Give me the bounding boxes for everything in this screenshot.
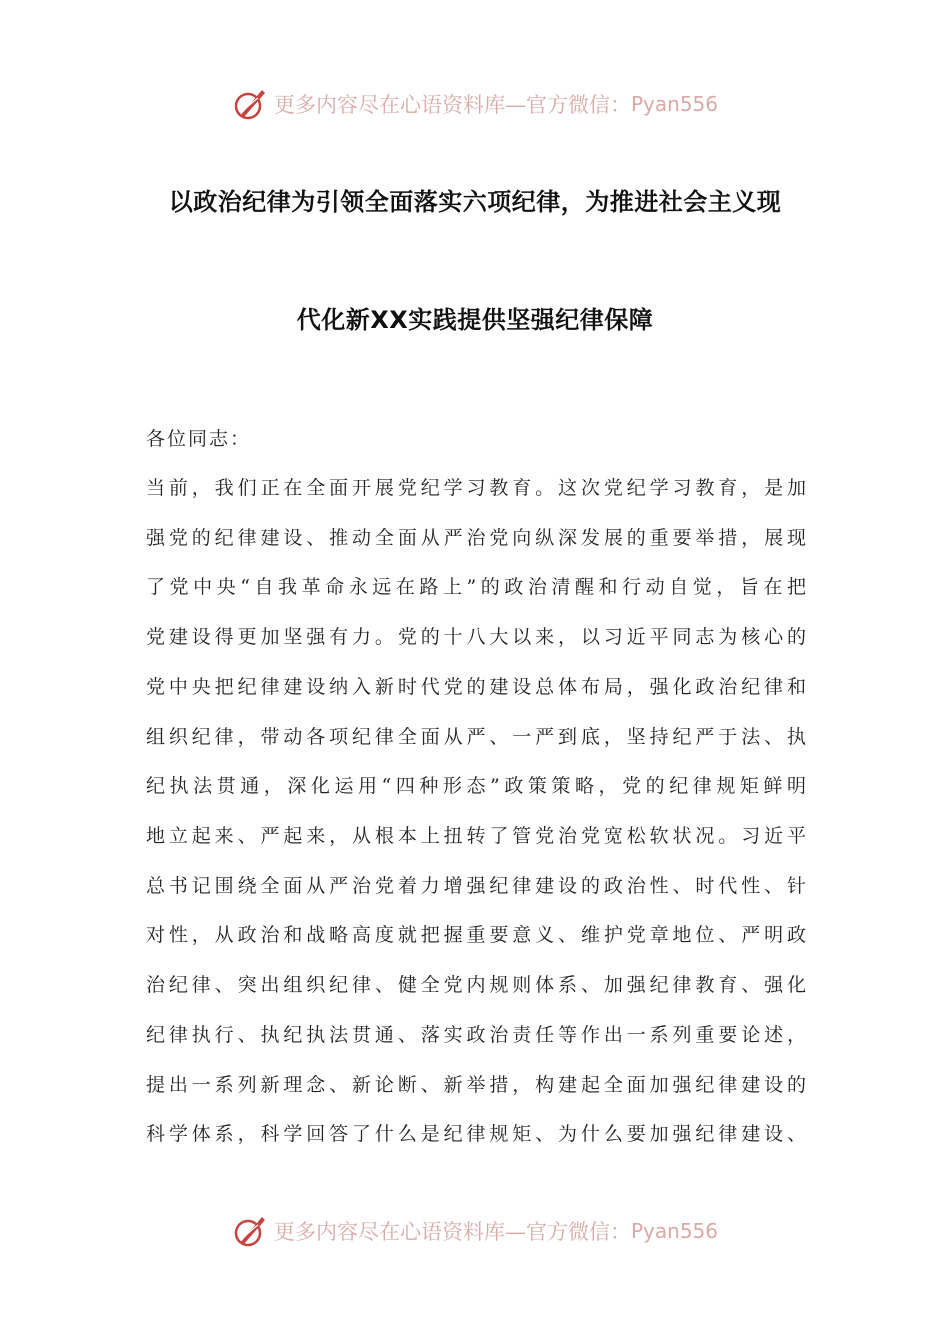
body-line: 组织纪律，带动各项纪律全面从严、一严到底，坚持纪严于法、执	[146, 726, 806, 748]
quill-logo-icon	[232, 86, 268, 122]
body-line: 了党中央“自我革命永远在路上”的政治清醒和行动自觉，旨在把	[146, 576, 806, 598]
document-title-line-2: 代化新XX实践提供坚强纪律保障	[296, 306, 654, 334]
body-line: 纪律执行、执纪执法贯通、落实政治责任等作出一系列重要论述，	[146, 1024, 806, 1046]
body-line: 地立起来、严起来，从根本上扭转了管党治党宽松软状况。习近平	[146, 825, 806, 847]
body-line: 强党的纪律建设、推动全面从严治党向纵深发展的重要举措，展现	[146, 527, 806, 549]
body-line: 治纪律、突出组织纪律、健全党内规则体系、加强纪律教育、强化	[146, 974, 806, 996]
body-line: 对性，从政治和战略高度就把握重要意义、维护党章地位、严明政	[146, 924, 806, 946]
watermark-text: 更多内容尽在心语资料库—官方微信：	[273, 93, 631, 117]
body-line: 党建设得更加坚强有力。党的十八大以来，以习近平同志为核心的	[146, 626, 806, 648]
body-line: 当前，我们正在全面开展党纪学习教育。这次党纪学习教育，是加	[146, 477, 806, 499]
watermark-text: 更多内容尽在心语资料库—官方微信：	[273, 1220, 631, 1244]
body-line: 党中央把纪律建设纳入新时代党的建设总体布局，强化政治纪律和	[146, 676, 806, 698]
body-line: 纪执法贯通，深化运用“四种形态”政策策略，党的纪律规矩鲜明	[146, 775, 806, 797]
body-line: 总书记围绕全面从严治党着力增强纪律建设的政治性、时代性、针	[146, 875, 806, 897]
greeting: 各位同志：	[146, 428, 252, 450]
body-line: 提出一系列新理念、新论断、新举措，构建起全面加强纪律建设的	[146, 1074, 806, 1096]
wechat-id: Pyan556	[630, 92, 718, 116]
document-title-line-1: 以政治纪律为引领全面落实六项纪律，为推进社会主义现	[168, 188, 782, 216]
header-watermark	[0, 84, 950, 124]
quill-logo-icon	[232, 1213, 268, 1249]
wechat-id: Pyan556	[630, 1219, 718, 1243]
body-line: 科学体系，科学回答了什么是纪律规矩、为什么要加强纪律建设、	[146, 1123, 806, 1145]
footer-watermark	[0, 1211, 950, 1251]
